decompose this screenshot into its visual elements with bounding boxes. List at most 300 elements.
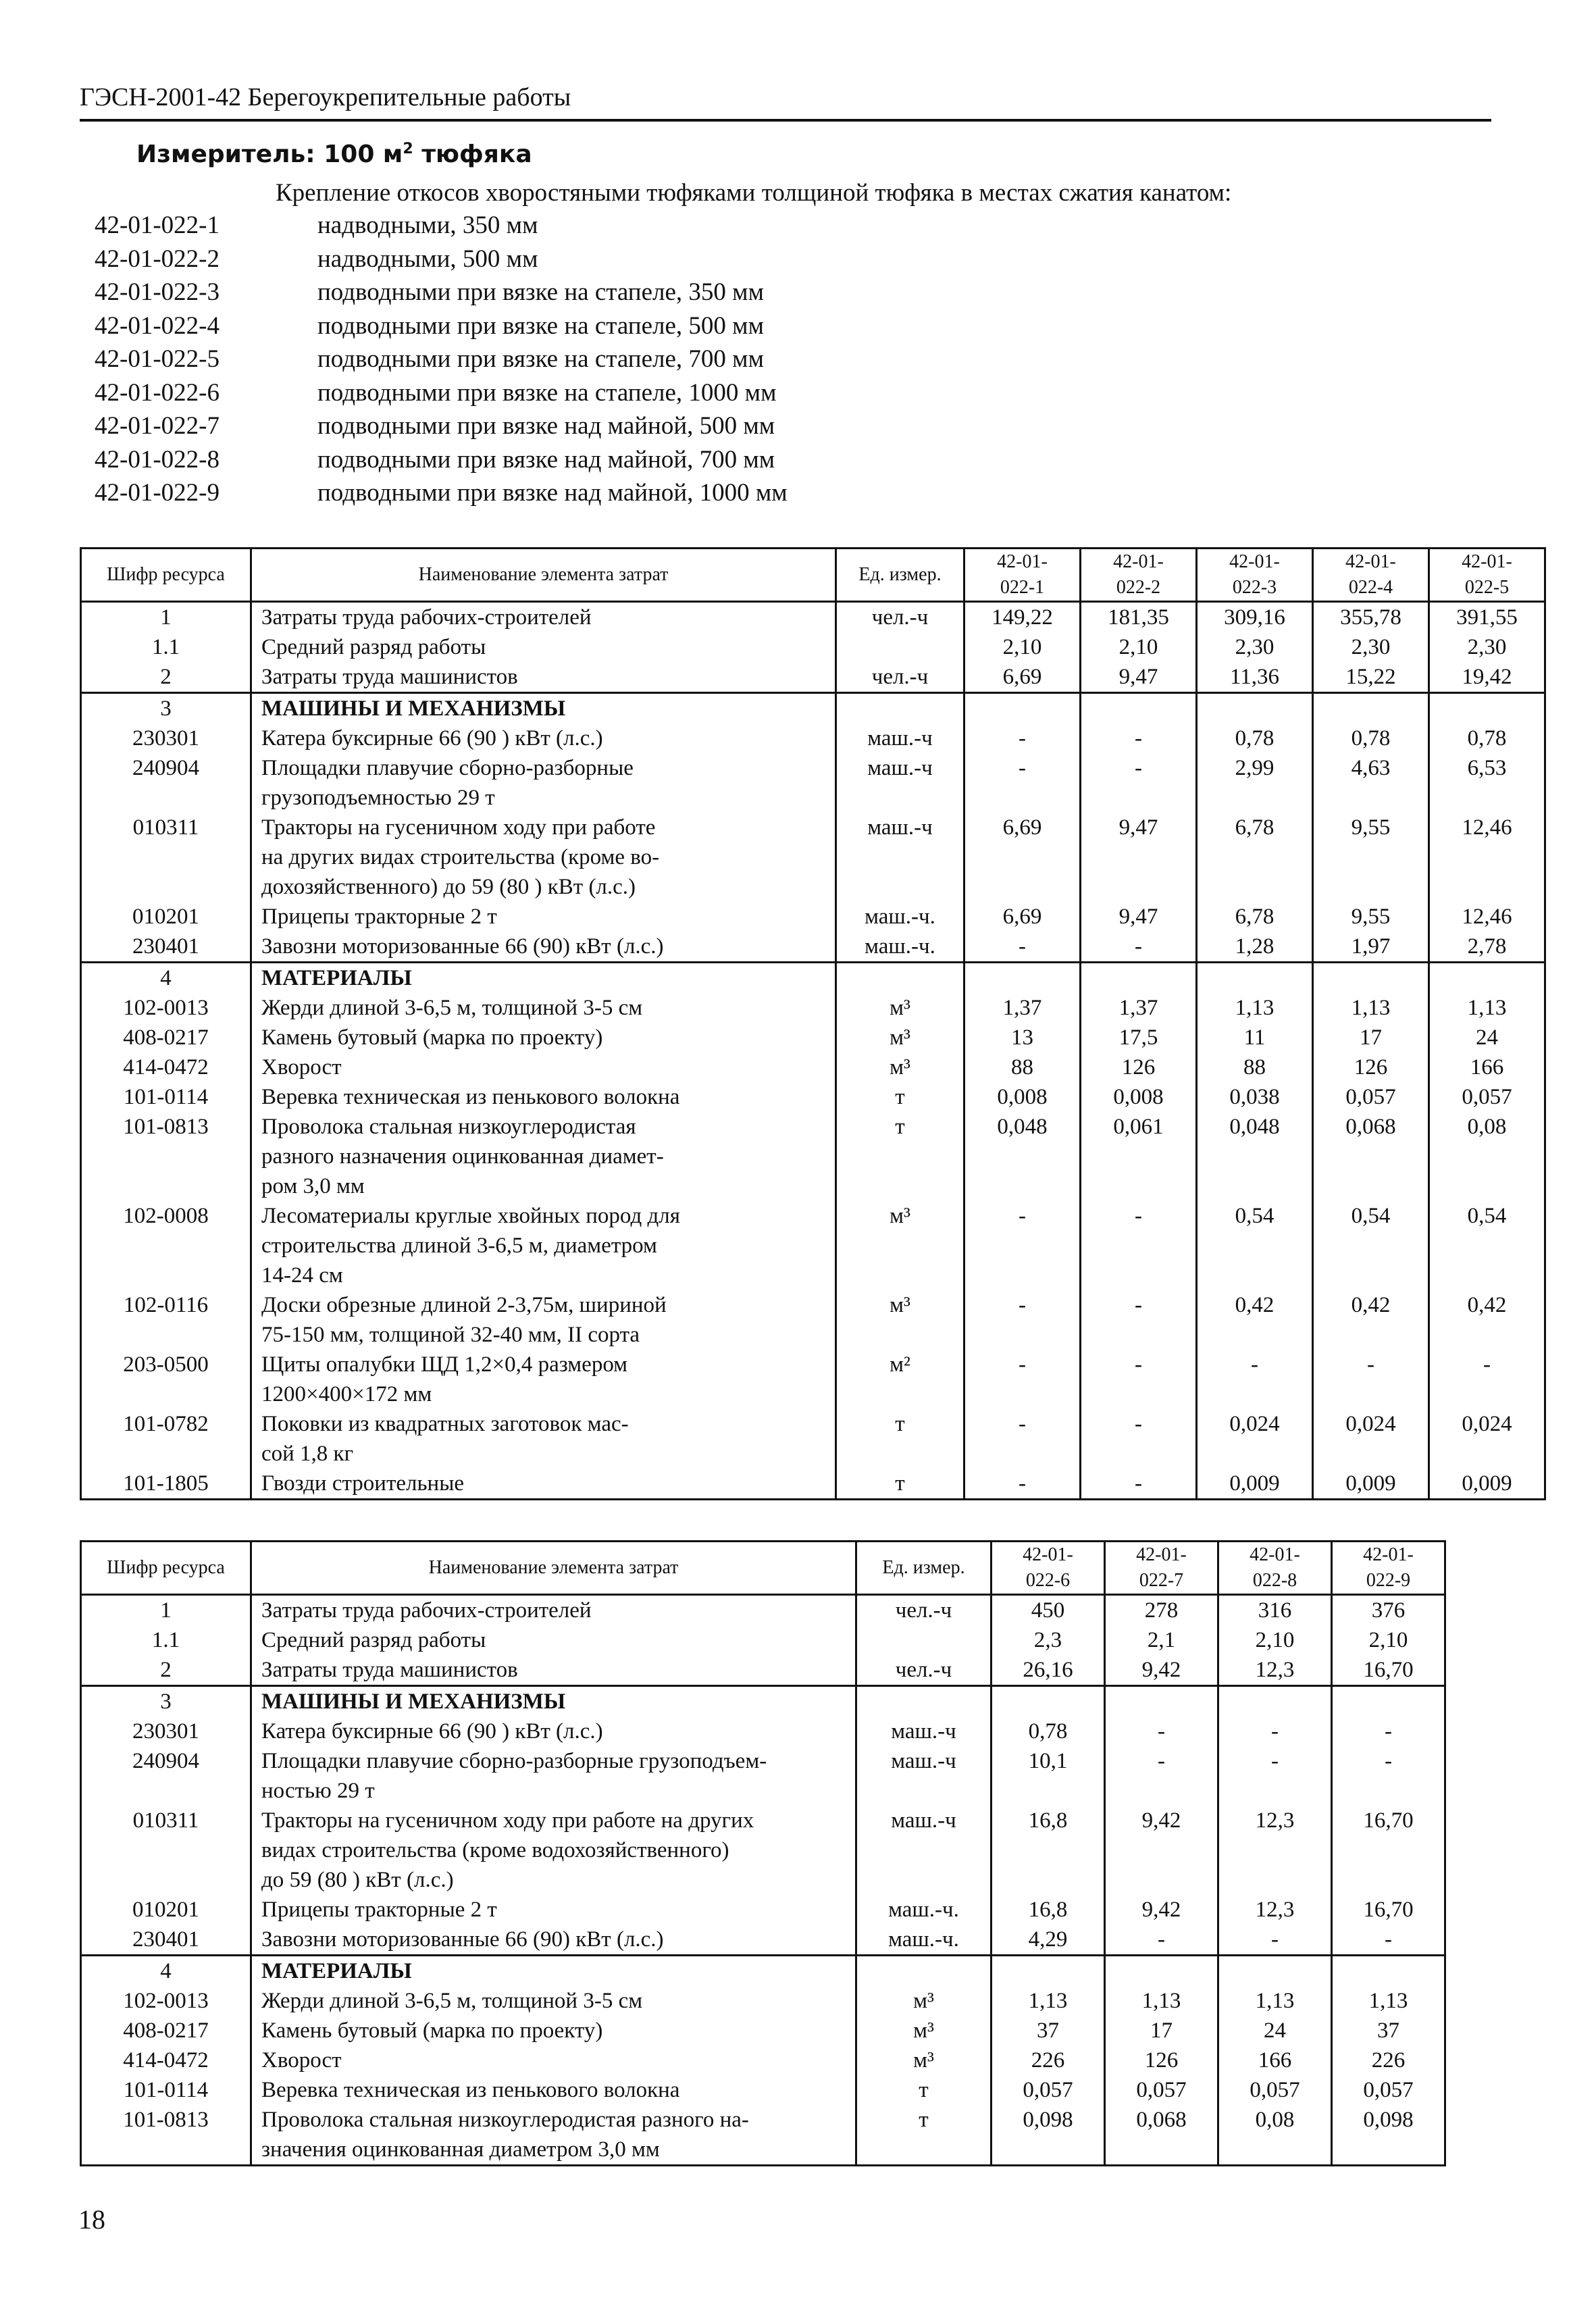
resource-code: 1.1 bbox=[81, 632, 251, 662]
unit: чел.-ч bbox=[856, 1655, 992, 1686]
unit bbox=[856, 1686, 992, 1717]
resource-code: 010201 bbox=[81, 1895, 251, 1925]
norm-value: 12,3 bbox=[1218, 1895, 1332, 1925]
column-header: 42-01- 022-3 bbox=[1197, 549, 1313, 602]
code-id: 42-01-022-8 bbox=[95, 445, 220, 474]
norm-value: 0,54 bbox=[1429, 1201, 1545, 1290]
code-id: 42-01-022-3 bbox=[95, 278, 220, 306]
resource-name: Средний разряд работы bbox=[251, 632, 836, 662]
norm-value: 6,53 bbox=[1429, 753, 1545, 813]
norm-value bbox=[1197, 693, 1313, 724]
norm-value: - bbox=[964, 723, 1081, 753]
norm-value: 450 bbox=[992, 1595, 1105, 1626]
norm-value: 181,35 bbox=[1081, 602, 1197, 633]
section-row bbox=[81, 1686, 1445, 1717]
code-description: надводными, 500 мм bbox=[317, 245, 538, 273]
norm-value bbox=[1332, 1956, 1445, 1987]
norm-value: 0,048 bbox=[964, 1112, 1081, 1201]
unit bbox=[856, 1956, 992, 1987]
norm-value: 316 bbox=[1218, 1595, 1332, 1626]
resource-name: Камень бутовый (марка по проекту) bbox=[251, 2016, 856, 2045]
norm-value: 0,048 bbox=[1197, 1112, 1313, 1201]
resource-code: 101-0813 bbox=[81, 1112, 251, 1201]
code-id: 42-01-022-6 bbox=[95, 378, 220, 407]
norm-value: 4,63 bbox=[1313, 753, 1429, 813]
norm-value: 1,37 bbox=[964, 993, 1081, 1023]
table-row bbox=[81, 1201, 1545, 1290]
resource-name: Завозни моторизованные 66 (90) кВт (л.с.) bbox=[251, 1925, 856, 1956]
norm-value: 0,024 bbox=[1313, 1409, 1429, 1469]
measure-unit bbox=[136, 141, 532, 168]
norm-value: 6,78 bbox=[1197, 902, 1313, 932]
norm-value: 0,068 bbox=[1313, 1112, 1429, 1201]
code-description: подводными при вязке на стапеле, 1000 мм bbox=[317, 378, 777, 407]
section-row bbox=[81, 1956, 1445, 1987]
column-header: Наименование элемента затрат bbox=[251, 549, 836, 602]
code-id: 42-01-022-9 bbox=[95, 479, 220, 507]
norm-value: - bbox=[1105, 1717, 1218, 1746]
norm-value bbox=[1218, 1686, 1332, 1717]
norm-value: 0,057 bbox=[992, 2075, 1105, 2105]
resource-name: Средний разряд работы bbox=[251, 1625, 856, 1655]
norm-value bbox=[1313, 693, 1429, 724]
unit: маш.-ч bbox=[836, 723, 964, 753]
norm-value: 2,10 bbox=[1218, 1625, 1332, 1655]
norm-value: 0,78 bbox=[992, 1717, 1105, 1746]
code-list-item bbox=[95, 311, 788, 345]
code-list-item bbox=[95, 345, 788, 378]
column-header: Шифр ресурса bbox=[81, 1542, 251, 1595]
unit: маш.-ч bbox=[856, 1717, 992, 1746]
section-row bbox=[81, 963, 1545, 994]
norm-value: 309,16 bbox=[1197, 602, 1313, 633]
code-id: 42-01-022-5 bbox=[95, 345, 220, 373]
code-id: 42-01-022-7 bbox=[95, 412, 220, 440]
column-header: 42-01- 022-9 bbox=[1332, 1542, 1445, 1595]
resource-code: 101-0114 bbox=[81, 1082, 251, 1112]
table-row bbox=[81, 2075, 1445, 2105]
resource-name: Жерди длиной 3-6,5 м, толщиной 3-5 см bbox=[251, 1986, 856, 2016]
norm-value: - bbox=[964, 1350, 1081, 1409]
norm-value: - bbox=[1081, 1350, 1197, 1409]
norm-value: - bbox=[964, 932, 1081, 963]
norm-value: 0,057 bbox=[1429, 1082, 1545, 1112]
resource-code: 3 bbox=[81, 1686, 251, 1717]
norm-value bbox=[964, 693, 1081, 724]
norm-value: 9,55 bbox=[1313, 902, 1429, 932]
resource-name: МАШИНЫ И МЕХАНИЗМЫ bbox=[251, 1686, 856, 1717]
norm-value: 0,057 bbox=[1313, 1082, 1429, 1112]
resource-name: Веревка техническая из пенькового волокна bbox=[251, 1082, 836, 1112]
resource-name: Площадки плавучие сборно-разборные грузоподъемностью 29 т bbox=[251, 753, 836, 813]
norm-value: 88 bbox=[1197, 1052, 1313, 1082]
norm-value: 24 bbox=[1429, 1023, 1545, 1052]
unit: чел.-ч bbox=[836, 662, 964, 693]
norm-value: 10,1 bbox=[992, 1746, 1105, 1806]
column-header: Ед. измер. bbox=[836, 549, 964, 602]
norm-value: 355,78 bbox=[1313, 602, 1429, 633]
norm-value: 37 bbox=[992, 2016, 1105, 2045]
column-header: 42-01- 022-5 bbox=[1429, 549, 1545, 602]
table-row bbox=[81, 902, 1545, 932]
norm-value: 2,1 bbox=[1105, 1625, 1218, 1655]
unit: м³ bbox=[836, 1290, 964, 1350]
table-row bbox=[81, 1409, 1545, 1469]
norm-value: 278 bbox=[1105, 1595, 1218, 1626]
norm-value: 0,008 bbox=[1081, 1082, 1197, 1112]
norm-value: 16,8 bbox=[992, 1895, 1105, 1925]
resource-name: Затраты труда машинистов bbox=[251, 662, 836, 693]
norm-value: 1,13 bbox=[1105, 1986, 1218, 2016]
resource-code: 408-0217 bbox=[81, 1023, 251, 1052]
norm-value: 0,057 bbox=[1332, 2075, 1445, 2105]
unit: м³ bbox=[836, 1023, 964, 1052]
norm-value: 1,13 bbox=[1429, 993, 1545, 1023]
resource-code: 3 bbox=[81, 693, 251, 724]
norm-value bbox=[1218, 1956, 1332, 1987]
column-header: 42-01- 022-7 bbox=[1105, 1542, 1218, 1595]
norm-value: - bbox=[1313, 1350, 1429, 1409]
norm-value bbox=[1429, 693, 1545, 724]
table-row bbox=[81, 662, 1545, 693]
norm-value: 226 bbox=[1332, 2045, 1445, 2075]
table-row bbox=[81, 753, 1545, 813]
norm-value: 0,42 bbox=[1429, 1290, 1545, 1350]
norm-value: 11,36 bbox=[1197, 662, 1313, 693]
norm-value: 0,008 bbox=[964, 1082, 1081, 1112]
unit bbox=[836, 632, 964, 662]
norm-value: 2,78 bbox=[1429, 932, 1545, 963]
resource-name: Хворост bbox=[251, 1052, 836, 1082]
norm-value: - bbox=[1332, 1746, 1445, 1806]
table-row bbox=[81, 1290, 1545, 1350]
resource-name: Поковки из квадратных заготовок мас- сой 1,8 кг bbox=[251, 1409, 836, 1469]
resource-name: Щиты опалубки ЩД 1,2×0,4 размером 1200×400×172 мм bbox=[251, 1350, 836, 1409]
norm-value: 0,024 bbox=[1197, 1409, 1313, 1469]
norm-value: - bbox=[1081, 1201, 1197, 1290]
table-row bbox=[81, 1717, 1445, 1746]
norm-value: - bbox=[1332, 1925, 1445, 1956]
code-description: подводными при вязке над майной, 1000 мм bbox=[317, 479, 788, 507]
norm-value: 2,3 bbox=[992, 1625, 1105, 1655]
code-id: 42-01-022-4 bbox=[95, 311, 220, 340]
resource-code: 101-0813 bbox=[81, 2105, 251, 2166]
norm-value: - bbox=[964, 753, 1081, 813]
norm-value: 0,78 bbox=[1429, 723, 1545, 753]
norm-value: 12,3 bbox=[1218, 1655, 1332, 1686]
norm-value: - bbox=[964, 1469, 1081, 1500]
column-header: Шифр ресурса bbox=[81, 549, 251, 602]
norm-value: - bbox=[1081, 1409, 1197, 1469]
table-row bbox=[81, 1052, 1545, 1082]
resource-code: 4 bbox=[81, 963, 251, 994]
resource-name: Проволока стальная низкоуглеродистая разного назначения оцинкованная диамет- ром 3,0 мм bbox=[251, 1112, 836, 1201]
resource-name: Доски обрезные длиной 2-3,75м, шириной 75-150 мм, толщиной 32-40 мм, II сорта bbox=[251, 1290, 836, 1350]
table-row bbox=[81, 1082, 1545, 1112]
resource-name: Затраты труда рабочих-строителей bbox=[251, 1595, 856, 1626]
table-row bbox=[81, 2045, 1445, 2075]
norm-value: - bbox=[964, 1290, 1081, 1350]
norm-value: 226 bbox=[992, 2045, 1105, 2075]
table-row bbox=[81, 2016, 1445, 2045]
norm-value: 12,46 bbox=[1429, 813, 1545, 902]
code-description: подводными при вязке над майной, 700 мм bbox=[317, 445, 775, 474]
norm-value: 9,42 bbox=[1105, 1806, 1218, 1895]
norm-value: - bbox=[1105, 1746, 1218, 1806]
header-rule bbox=[80, 119, 1491, 122]
unit: т bbox=[836, 1112, 964, 1201]
code-id: 42-01-022-1 bbox=[95, 211, 220, 239]
norm-value: 0,068 bbox=[1105, 2105, 1218, 2166]
norm-value: 9,42 bbox=[1105, 1655, 1218, 1686]
norm-value: 88 bbox=[964, 1052, 1081, 1082]
norm-value: 9,47 bbox=[1081, 813, 1197, 902]
resource-name: Катера буксирные 66 (90 ) кВт (л.с.) bbox=[251, 1717, 856, 1746]
unit: маш.-ч bbox=[836, 813, 964, 902]
norm-value: 37 bbox=[1332, 2016, 1445, 2045]
norm-value: 1,13 bbox=[992, 1986, 1105, 2016]
resource-name: Хворост bbox=[251, 2045, 856, 2075]
norm-value: 391,55 bbox=[1429, 602, 1545, 633]
resource-name: Площадки плавучие сборно-разборные грузоподъем- ностью 29 т bbox=[251, 1746, 856, 1806]
norm-value: 0,061 bbox=[1081, 1112, 1197, 1201]
table-row bbox=[81, 1655, 1445, 1686]
norm-value: 1,13 bbox=[1332, 1986, 1445, 2016]
norm-value: 0,009 bbox=[1197, 1469, 1313, 1500]
norm-value: 1,97 bbox=[1313, 932, 1429, 963]
unit: маш.-ч. bbox=[836, 902, 964, 932]
resource-code: 102-0013 bbox=[81, 1986, 251, 2016]
norm-value: 166 bbox=[1429, 1052, 1545, 1082]
table-row bbox=[81, 1625, 1445, 1655]
norm-value: 17 bbox=[1105, 2016, 1218, 2045]
norm-value: - bbox=[1332, 1717, 1445, 1746]
norm-value: 24 bbox=[1218, 2016, 1332, 2045]
resource-name: Тракторы на гусеничном ходу при работе на других видах строительства (кроме во- дохозяйственного) до 59 (80 ) кВт (л.с.) bbox=[251, 813, 836, 902]
code-description: подводными при вязке на стапеле, 700 мм bbox=[317, 345, 764, 373]
norm-value: 0,54 bbox=[1197, 1201, 1313, 1290]
resource-code: 230301 bbox=[81, 1717, 251, 1746]
norm-value: 1,13 bbox=[1218, 1986, 1332, 2016]
norm-value bbox=[964, 963, 1081, 994]
code-description: подводными при вязке на стапеле, 350 мм bbox=[317, 278, 764, 306]
resource-code: 240904 bbox=[81, 753, 251, 813]
unit: маш.-ч. bbox=[856, 1895, 992, 1925]
code-list-item bbox=[95, 278, 788, 311]
unit: чел.-ч bbox=[836, 602, 964, 633]
resource-code: 101-0782 bbox=[81, 1409, 251, 1469]
resource-table-2 bbox=[80, 1540, 1446, 2166]
norm-value: - bbox=[1197, 1350, 1313, 1409]
norm-value: 0,009 bbox=[1313, 1469, 1429, 1500]
table-row bbox=[81, 602, 1545, 633]
unit: чел.-ч bbox=[856, 1595, 992, 1626]
norm-value: 2,10 bbox=[964, 632, 1081, 662]
norm-value: 0,057 bbox=[1105, 2075, 1218, 2105]
section-row bbox=[81, 693, 1545, 724]
norm-value bbox=[1105, 1956, 1218, 1987]
code-id: 42-01-022-2 bbox=[95, 245, 220, 273]
unit: т bbox=[836, 1469, 964, 1500]
norm-value: 12,46 bbox=[1429, 902, 1545, 932]
table-row bbox=[81, 1595, 1445, 1626]
unit: м³ bbox=[836, 993, 964, 1023]
norm-value: 17,5 bbox=[1081, 1023, 1197, 1052]
norm-value: 0,098 bbox=[992, 2105, 1105, 2166]
resource-name: МАТЕРИАЛЫ bbox=[251, 963, 836, 994]
norm-value: - bbox=[1081, 1469, 1197, 1500]
resource-table-1 bbox=[80, 547, 1546, 1500]
unit: маш.-ч bbox=[856, 1806, 992, 1895]
norm-value: 2,30 bbox=[1313, 632, 1429, 662]
code-list-item bbox=[95, 478, 788, 512]
norm-value: 126 bbox=[1105, 2045, 1218, 2075]
resource-code: 010311 bbox=[81, 1806, 251, 1895]
unit: маш.-ч. bbox=[856, 1925, 992, 1956]
column-header: 42-01- 022-4 bbox=[1313, 549, 1429, 602]
measure-sup: 2 bbox=[403, 141, 413, 157]
resource-code: 2 bbox=[81, 662, 251, 693]
measure-suffix: тюфяка bbox=[413, 141, 532, 168]
unit bbox=[856, 1625, 992, 1655]
resource-name: Лесоматериалы круглые хвойных пород для строительства длиной 3-6,5 м, диаметром 14-24 см bbox=[251, 1201, 836, 1290]
norm-value: 16,8 bbox=[992, 1806, 1105, 1895]
resource-code: 230301 bbox=[81, 723, 251, 753]
norm-value: 16,70 bbox=[1332, 1806, 1445, 1895]
norm-value: 9,47 bbox=[1081, 902, 1197, 932]
resource-name: Прицепы тракторные 2 т bbox=[251, 902, 836, 932]
table-row bbox=[81, 723, 1545, 753]
norm-value: 0,42 bbox=[1313, 1290, 1429, 1350]
resource-code: 102-0008 bbox=[81, 1201, 251, 1290]
table-row bbox=[81, 932, 1545, 963]
norm-value: - bbox=[1218, 1925, 1332, 1956]
norm-value: 2,10 bbox=[1081, 632, 1197, 662]
page-number: 18 bbox=[78, 2204, 105, 2235]
column-header: Ед. измер. bbox=[856, 1542, 992, 1595]
resource-name: Прицепы тракторные 2 т bbox=[251, 1895, 856, 1925]
unit bbox=[836, 693, 964, 724]
resource-code: 230401 bbox=[81, 932, 251, 963]
norm-value: 1,13 bbox=[1197, 993, 1313, 1023]
table-row bbox=[81, 993, 1545, 1023]
norm-value bbox=[1105, 1686, 1218, 1717]
unit: маш.-ч. bbox=[836, 932, 964, 963]
norm-value bbox=[1429, 963, 1545, 994]
resource-name: Катера буксирные 66 (90 ) кВт (л.с.) bbox=[251, 723, 836, 753]
column-header: 42-01- 022-1 bbox=[964, 549, 1081, 602]
norm-value: - bbox=[1218, 1746, 1332, 1806]
norm-value: 0,78 bbox=[1313, 723, 1429, 753]
norm-value: 2,10 bbox=[1332, 1625, 1445, 1655]
code-list-item bbox=[95, 378, 788, 412]
norm-value: 0,08 bbox=[1429, 1112, 1545, 1201]
resource-code: 101-0114 bbox=[81, 2075, 251, 2105]
table-row bbox=[81, 1746, 1445, 1806]
norm-value: - bbox=[1081, 753, 1197, 813]
norm-value: - bbox=[1081, 1290, 1197, 1350]
norm-value bbox=[1332, 1686, 1445, 1717]
norm-value: 13 bbox=[964, 1023, 1081, 1052]
unit: т bbox=[856, 2105, 992, 2166]
norm-value: 1,28 bbox=[1197, 932, 1313, 963]
resource-code: 414-0472 bbox=[81, 1052, 251, 1082]
norm-value: 149,22 bbox=[964, 602, 1081, 633]
norm-value bbox=[992, 1956, 1105, 1987]
table-row bbox=[81, 1112, 1545, 1201]
unit: т bbox=[836, 1082, 964, 1112]
code-list-item bbox=[95, 411, 788, 445]
code-list bbox=[95, 211, 788, 512]
resource-name: Тракторы на гусеничном ходу при работе на других видах строительства (кроме водохозяйственного) до 59 (80 ) кВт (л.с.) bbox=[251, 1806, 856, 1895]
norm-value: 6,69 bbox=[964, 662, 1081, 693]
resource-name: Затраты труда машинистов bbox=[251, 1655, 856, 1686]
resource-code: 408-0217 bbox=[81, 2016, 251, 2045]
unit: м³ bbox=[836, 1201, 964, 1290]
norm-value: 0,038 bbox=[1197, 1082, 1313, 1112]
resource-name: МАТЕРИАЛЫ bbox=[251, 1956, 856, 1987]
norm-value: 0,057 bbox=[1218, 2075, 1332, 2105]
norm-value: 126 bbox=[1081, 1052, 1197, 1082]
norm-value: 0,42 bbox=[1197, 1290, 1313, 1350]
table-row bbox=[81, 1469, 1545, 1500]
norm-value: 6,78 bbox=[1197, 813, 1313, 902]
code-list-item bbox=[95, 445, 788, 479]
norm-value: 376 bbox=[1332, 1595, 1445, 1626]
unit: маш.-ч bbox=[836, 753, 964, 813]
resource-code: 2 bbox=[81, 1655, 251, 1686]
resource-code: 102-0013 bbox=[81, 993, 251, 1023]
norm-value: 0,08 bbox=[1218, 2105, 1332, 2166]
resource-code: 010201 bbox=[81, 902, 251, 932]
norm-value bbox=[1313, 963, 1429, 994]
norm-value: 0,54 bbox=[1313, 1201, 1429, 1290]
norm-value: 2,30 bbox=[1429, 632, 1545, 662]
norm-value: 166 bbox=[1218, 2045, 1332, 2075]
table-row bbox=[81, 2105, 1445, 2166]
norm-value: 6,69 bbox=[964, 813, 1081, 902]
measure-label: Измеритель: 100 м bbox=[136, 141, 403, 168]
resource-name: Веревка техническая из пенькового волокна bbox=[251, 2075, 856, 2105]
norm-value: 0,098 bbox=[1332, 2105, 1445, 2166]
norm-value: 0,78 bbox=[1197, 723, 1313, 753]
norm-value: - bbox=[1105, 1925, 1218, 1956]
resource-code: 203-0500 bbox=[81, 1350, 251, 1409]
resource-code: 010311 bbox=[81, 813, 251, 902]
norm-value: 12,3 bbox=[1218, 1806, 1332, 1895]
unit: м³ bbox=[836, 1052, 964, 1082]
table-row bbox=[81, 1895, 1445, 1925]
table-row bbox=[81, 1925, 1445, 1956]
resource-name: Проволока стальная низкоуглеродистая разного на- значения оцинкованная диаметром 3,0 мм bbox=[251, 2105, 856, 2166]
column-header: 42-01- 022-8 bbox=[1218, 1542, 1332, 1595]
unit: маш.-ч bbox=[856, 1746, 992, 1806]
column-header: 42-01- 022-2 bbox=[1081, 549, 1197, 602]
norm-value: 16,70 bbox=[1332, 1655, 1445, 1686]
norm-value: 9,55 bbox=[1313, 813, 1429, 902]
resource-name: Гвозди строительные bbox=[251, 1469, 836, 1500]
resource-code: 1.1 bbox=[81, 1625, 251, 1655]
resource-code: 1 bbox=[81, 602, 251, 633]
resource-code: 1 bbox=[81, 1595, 251, 1626]
norm-value: - bbox=[1429, 1350, 1545, 1409]
code-list-item bbox=[95, 211, 788, 245]
table-row bbox=[81, 1350, 1545, 1409]
norm-value bbox=[1081, 963, 1197, 994]
norm-value: 2,99 bbox=[1197, 753, 1313, 813]
norm-value: 4,29 bbox=[992, 1925, 1105, 1956]
norm-value: 0,024 bbox=[1429, 1409, 1545, 1469]
